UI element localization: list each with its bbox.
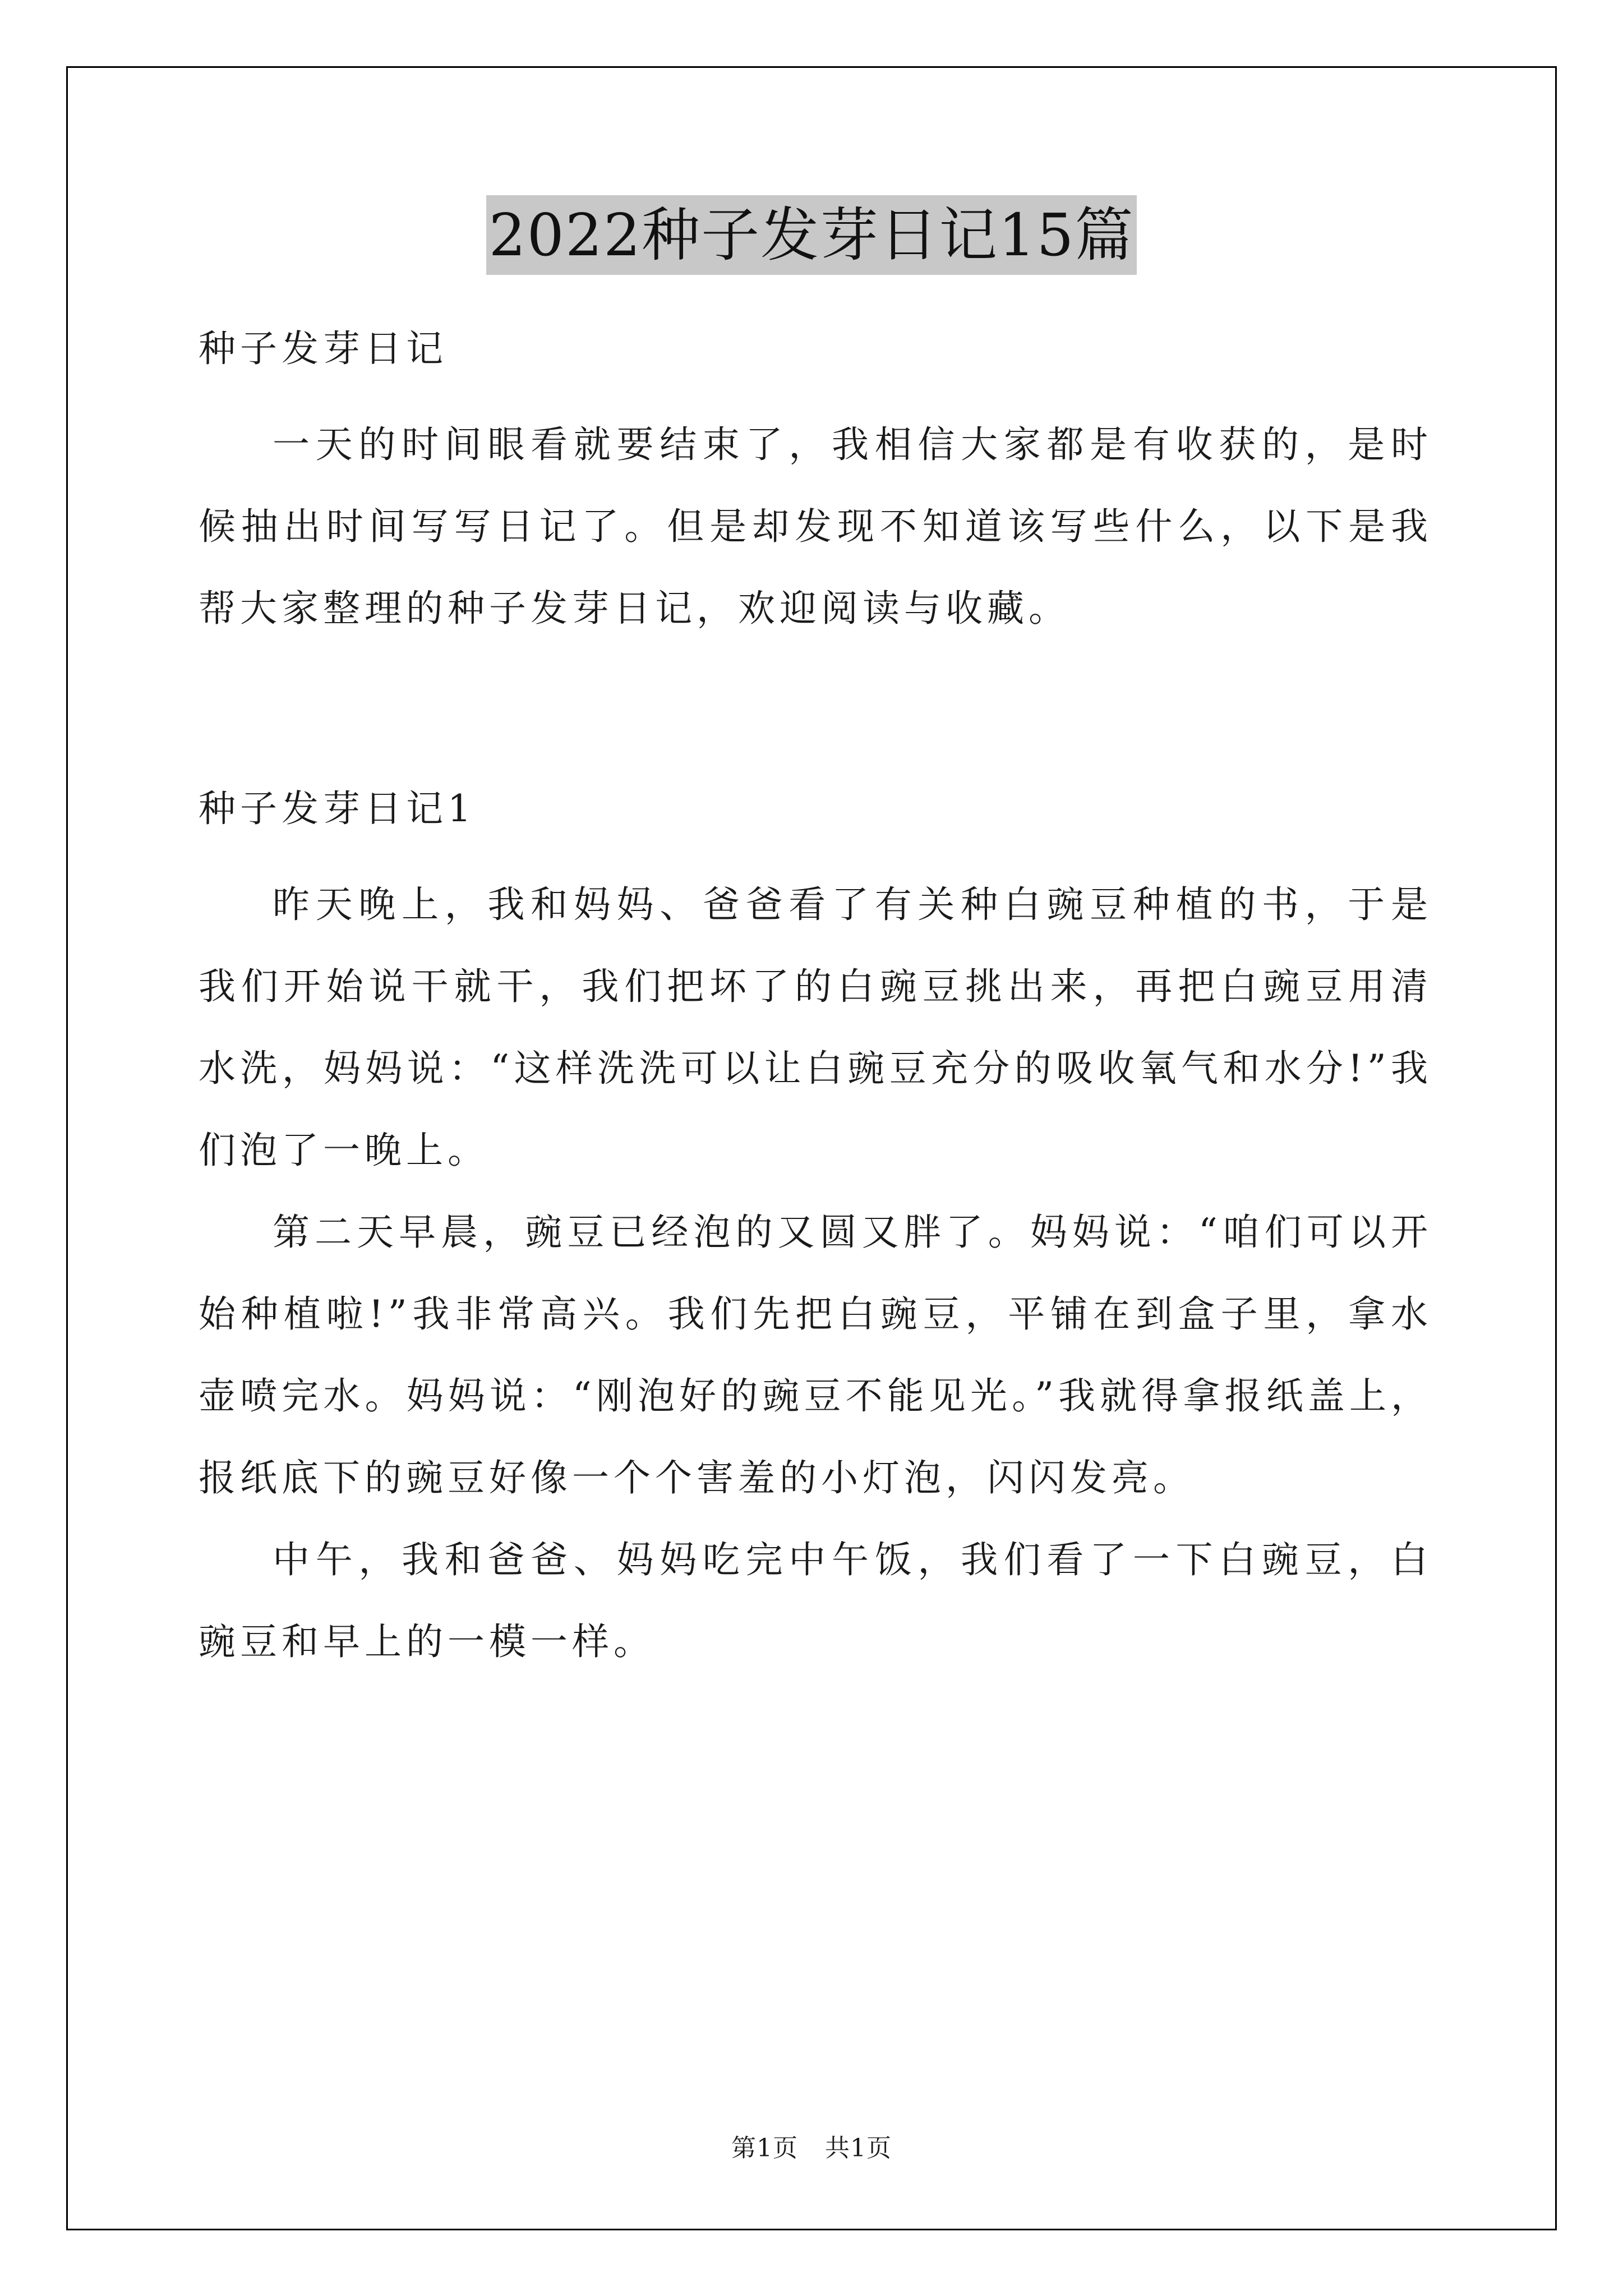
page-total: 共1页 <box>825 2134 892 2162</box>
page-footer <box>0 2132 1623 2165</box>
diary-1-paragraph-1: 昨天晚上，我和妈妈、爸爸看了有关种白豌豆种植的书，于是我们开始说干就干，我们把坏了的白豌豆挑出来，再把白豌豆用清水洗，妈妈说：“这样洗洗可以让白豌豆充分的吸收氧气和水分!”我们泡了一晚上。 <box>199 883 1432 1172</box>
document-title: 2022种子发芽日记15篇 <box>486 195 1136 275</box>
diary-1-heading: 种子发芽日记1 <box>199 787 476 830</box>
title-container <box>0 195 1623 275</box>
diary-1-paragraph-3: 中午，我和爸爸、妈妈吃完中午饭，我们看了一下白豌豆，白豌豆和早上的一模一样。 <box>199 1538 1432 1663</box>
page-number: 第1页 <box>731 2134 798 2162</box>
diary-1-paragraph-2: 第二天早晨，豌豆已经泡的又圆又胖了。妈妈说：“咱们可以开始种植啦!”我非常高兴。我们先把白豌豆，平铺在到盒子里，拿水壶喷完水。妈妈说：“刚泡好的豌豆不能见光。”我就得拿报纸盖上，报纸底下的豌豆好像一个个害羞的小灯泡，闪闪发亮。 <box>199 1211 1432 1499</box>
document-body <box>199 307 1432 1683</box>
intro-heading: 种子发芽日记 <box>199 327 448 370</box>
intro-paragraph: 一天的时间眼看就要结束了，我相信大家都是有收获的，是时候抽出时间写写日记了。但是却发现不知道该写些什么，以下是我帮大家整理的种子发芽日记，欢迎阅读与收藏。 <box>199 423 1432 630</box>
